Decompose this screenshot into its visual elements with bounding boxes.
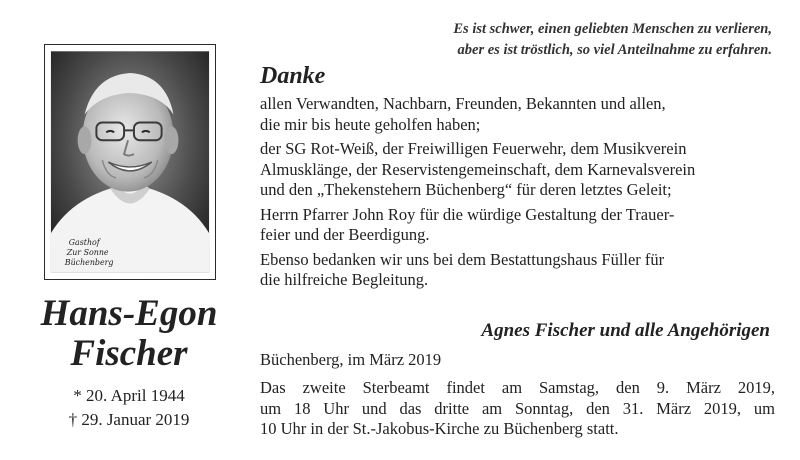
signoff: Agnes Fischer und alle Angehörigen	[481, 320, 770, 341]
deceased-name	[14, 294, 244, 374]
text-line: die hilfreiche Begleitung.	[260, 270, 429, 289]
text-line: Almusklänge, der Reservistengemeinschaft, dem Karnevalsverein	[260, 159, 696, 179]
thanks-title: Danke	[260, 63, 326, 89]
text-line: Ebenso bedanken wir uns bei dem Bestattungshaus Füller für	[260, 249, 665, 269]
text-line: um 18 Uhr und das dritte am Sonntag, den 31. März 2019, um	[260, 398, 775, 418]
text-line: der SG Rot-Weiß, der Freiwilligen Feuerwehr, dem Musikverein	[260, 139, 687, 158]
text-line: Das zweite Sterbeamt findet am Samstag, den 9. März 2019,	[260, 378, 775, 397]
service-notice	[260, 378, 775, 440]
photo-caption-line2: Zur Sonne	[66, 247, 109, 257]
text-line: feier und der Beerdigung.	[260, 225, 430, 244]
last-name: Fischer	[70, 333, 188, 374]
first-name: Hans-Egon	[40, 293, 218, 334]
thanks-body	[260, 94, 775, 295]
text-line: die mir bis heute geholfen haben;	[260, 114, 481, 134]
place-date: Büchenberg, im März 2019	[260, 350, 442, 369]
thanks-paragraph	[260, 139, 775, 201]
thanks-paragraph	[260, 94, 775, 135]
death-date: † 29. Januar 2019	[68, 410, 190, 429]
thanks-paragraph	[260, 250, 775, 291]
memorial-quote	[352, 19, 772, 61]
photo-caption-line3: Büchenberg	[64, 257, 114, 267]
birth-date: * 20. April 1944	[73, 386, 185, 405]
quote-line: aber es ist tröstlich, so viel Anteilnahme zu erfahren.	[457, 42, 772, 58]
photo-caption-line1: Gasthof	[68, 238, 100, 248]
text-line: Herrn Pfarrer John Roy für die würdige Gestaltung der Trauer-	[260, 204, 675, 224]
portrait-photo	[44, 44, 216, 280]
text-line: allen Verwandten, Nachbarn, Freunden, Bekannten und allen,	[260, 94, 666, 113]
text-line: 10 Uhr in der St.-Jakobus-Kirche zu Büchenberg statt.	[260, 419, 619, 438]
text-line: und den „Thekenstehern Büchenberg“ für deren letztes Geleit;	[260, 180, 672, 199]
life-dates	[14, 384, 244, 432]
quote-line: Es ist schwer, einen geliebten Menschen zu verlieren,	[453, 21, 772, 37]
thanks-paragraph	[260, 205, 775, 246]
